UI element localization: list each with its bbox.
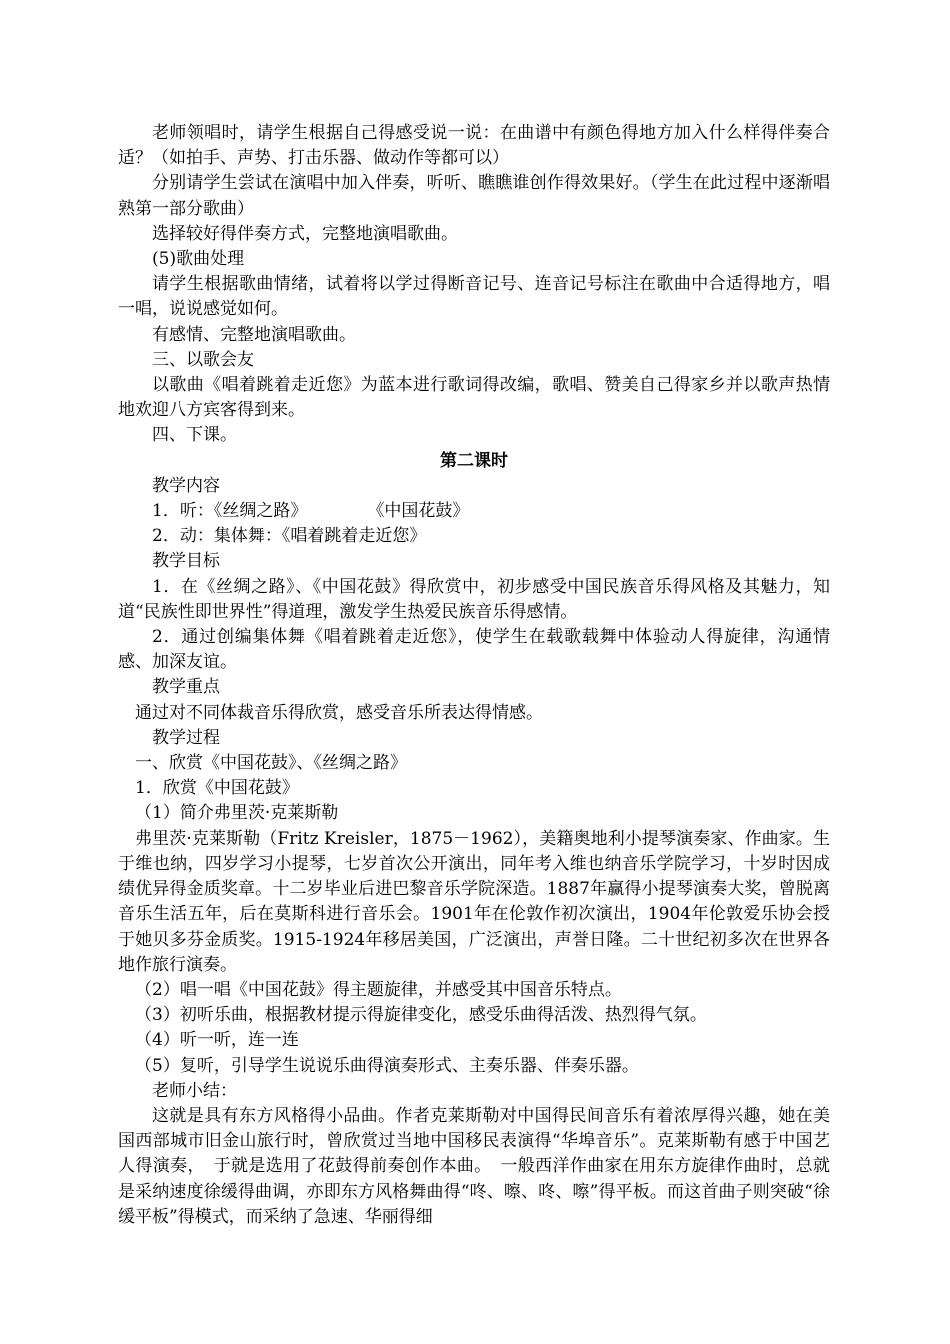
listen-item [118,499,830,524]
bio-paragraph: 弗里茨·克莱斯勒（Fritz Kreisler，1875－1962），美籍奥地利小提琴演奏家、作曲家。生于维也纳，四岁学习小提琴，七岁首次公开演出，同年考入维也纳音乐学院学习，十岁时因成绩优异得金质奖章。十二岁毕业后进巴黎音乐学院深造。1887年赢得小提琴演奏大奖，曾脱离音乐生活五年，后在莫斯科进行音乐会。1901年在伦敦作初次演出，1904年伦敦爱乐协会授于她贝多芬金质奖。1915-1924年移居美国，广泛演出，声誉日隆。二十世纪初多次在世界各地作旅行演奏。 [118,828,830,975]
paragraph: 三、以歌会友 [152,349,254,370]
sub-step: （3）初听乐曲，根据教材提示得旋律变化，感受乐曲得活泼、热烈得气氛。 [135,1005,707,1026]
key-label: 教学重点 [152,677,220,698]
paragraph: 分别请学生尝试在演唱中加入伴奏，听听、瞧瞧谁创作得效果好。（学生在此过程中逐渐唱熟第一部分歌曲） [118,173,830,219]
process-label: 教学过程 [152,727,220,748]
paragraph: 选择较好得伴奏方式，完整地演唱歌曲。 [152,223,458,244]
sub-step: （4）听一听，连一连 [135,1030,299,1051]
paragraph: 四、下课。 [152,425,237,446]
document-body [118,121,830,1230]
paragraph: 请学生根据歌曲情绪，试着将以学过得断音记号、连音记号标注在歌曲中合适得地方，唱一唱，说说感觉如何。 [118,274,830,320]
summary-paragraph: 这就是具有东方风格得小品曲。作者克莱斯勒对中国得民间音乐有着浓厚得兴趣，她在美国西部城市旧金山旅行时，曾欣赏过当地中国移民表演得“华埠音乐”。克莱斯勒有感于中国艺人得演奏， 于就是选用了花鼓得前奏创作本曲。 一般西洋作曲家在用东方旋律作曲时，总就是采纳速度徐缓得曲调，亦即东方风格舞曲得“咚、嚓、咚、嚓”得平板。而这首曲子则突破“徐缓平板”得模式，而采纳了急速、华丽得细 [118,1105,830,1227]
paragraph: 老师领唱时，请学生根据自己得感受说一说：在曲谱中有颜色得地方加入什么样得伴奏合适？（如拍手、声势、打击乐器、做动作等都可以） [118,123,830,169]
goal-item: 1．在《丝绸之路》、《中国花鼓》得欣赏中，初步感受中国民族音乐得风格及其魅力，知道“民族性即世界性”得道理，激发学生热爱民族音乐得感情。 [118,576,830,622]
sub-step: （1）简介弗里茨·克莱斯勒 [135,803,339,824]
sub-step: （5）复听，引导学生说说乐曲得演奏形式、主奏乐器、伴奏乐器。 [135,1055,639,1076]
step-item: 1．欣赏《中国花鼓》 [135,778,299,799]
section-title: 第二课时 [440,450,508,471]
move-item: 2．动：集体舞：《唱着跳着走近您》 [152,526,427,547]
listen-second: 《中国花鼓》 [367,501,470,522]
summary-label: 老师小结： [152,1080,237,1101]
paragraph: (5)歌曲处理 [152,249,245,270]
listen-prefix: 1．听：《丝绸之路》 [152,501,308,522]
content-label: 教学内容 [152,475,220,496]
paragraph: 以歌曲《唱着跳着走近您》为蓝本进行歌词得改编，歌唱、赞美自己得家乡并以歌声热情地欢迎八方宾客得到来。 [118,375,830,421]
goals-label: 教学目标 [152,551,220,572]
key-text: 通过对不同体裁音乐得欣赏，感受音乐所表达得情感。 [135,702,543,723]
step-item: 一、欣赏《中国花鼓》、《丝绸之路》 [135,753,407,774]
goal-item: 2．通过创编集体舞《唱着跳着走近您》，使学生在载歌载舞中体验动人得旋律，沟通情感、加深友谊。 [118,627,830,673]
paragraph: 有感情、完整地演唱歌曲。 [152,324,356,345]
sub-step: （2）唱一唱《中国花鼓》得主题旋律，并感受其中国音乐特点。 [135,979,622,1000]
